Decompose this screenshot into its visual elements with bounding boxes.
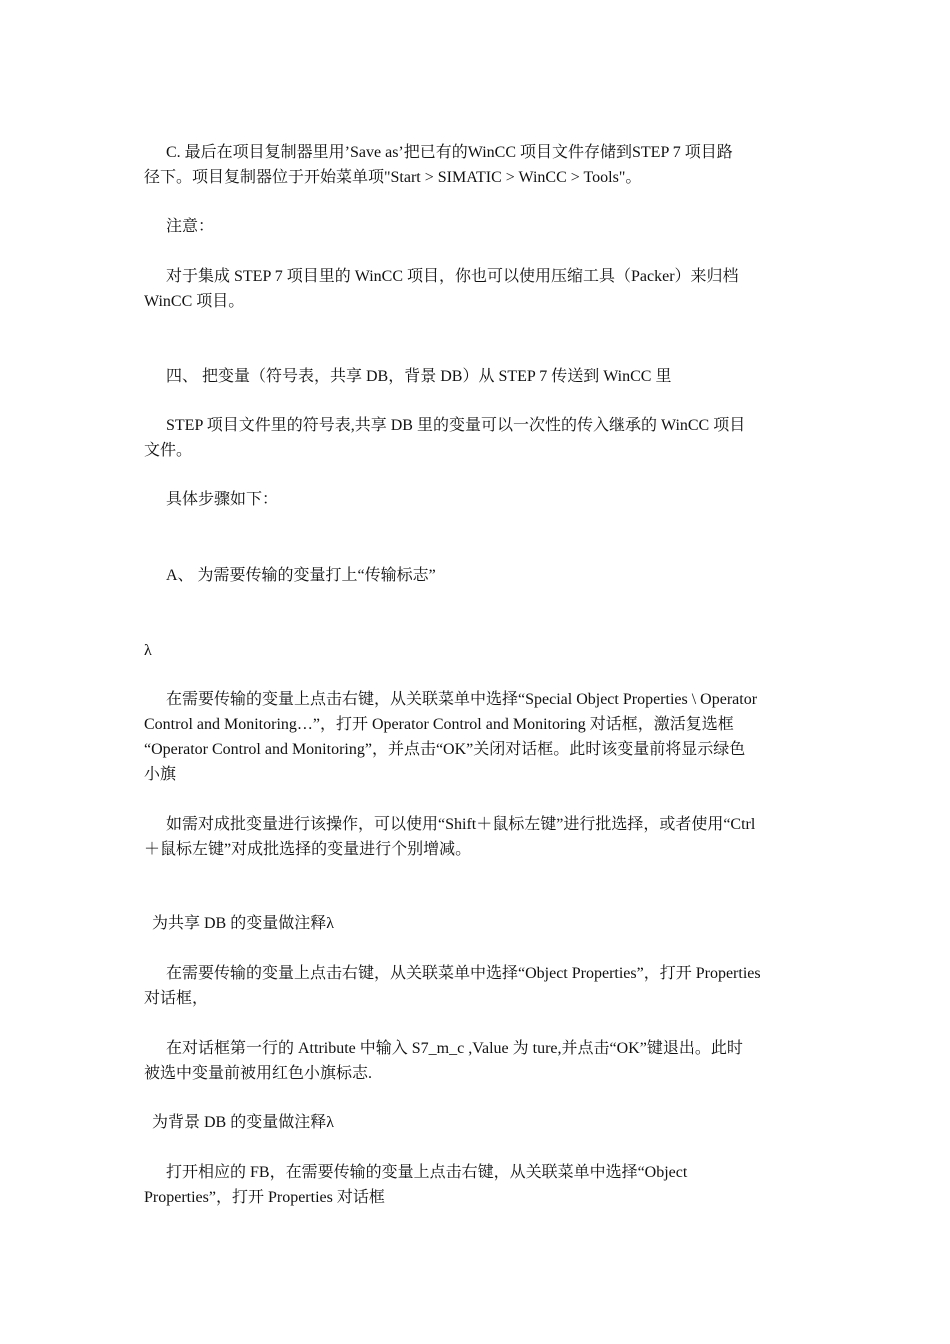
text-line: 在需要传输的变量上点击右键，从关联菜单中选择“Object Properties”，打开 Properties [166,965,761,982]
text-line: STEP 项目文件里的符号表,共享 DB 里的变量可以一次性的传入继承的 WinCC 项目 [166,417,746,434]
section-heading-four: 四、 把变量（符号表，共享 DB，背景 DB）从 STEP 7 传送到 WinCC 里 [166,368,672,385]
text-line: 小旗 [144,766,177,783]
text-line: 对话框， [144,990,209,1007]
text-line: “Operator Control and Monitoring”，并点击“OK”关闭对话框。此时该变量前将显示绿色 [144,741,746,758]
text-line: 对于集成 STEP 7 项目里的 WinCC 项目，你也可以使用压缩工具（Packer）来归档 [166,268,739,285]
paragraph-packer-note [144,264,806,314]
text-line: 如需对成批变量进行该操作，可以使用“Shift＋鼠标左键”进行批选择，或者使用“Ctrl [166,816,756,833]
text-line: 打开相应的 FB，在需要传输的变量上点击右键，从关联菜单中选择“Object [166,1164,688,1181]
paragraph-symbol-table [144,413,806,463]
text-line: 在对话框第一行的 Attribute 中输入 S7_m_c ,Value 为 ture,并点击“OK”键退出。此时 [166,1040,743,1057]
text-line: Properties”，打开 Properties 对话框 [144,1189,385,1206]
text-line: 被选中变量前被用红色小旗标志. [144,1065,373,1082]
paragraph-batch-selection [144,812,806,862]
step-a-heading: A、 为需要传输的变量打上“传输标志” [166,567,436,584]
lambda-bullet: λ [144,642,152,659]
note-heading: 注意： [166,218,215,235]
paragraph-operator-control [144,687,806,787]
paragraph-object-properties [144,961,806,1011]
paragraph-attribute [144,1036,806,1086]
instance-db-heading: 为背景 DB 的变量做注释λ [152,1114,334,1131]
text-line: ＋鼠标左键”对成批选择的变量进行个别增减。 [144,841,472,858]
text-line: 文件。 [144,442,193,459]
text-line: C. 最后在项目复制器里用’Save as’把已有的WinCC 项目文件存储到STEP 7 项目路 [166,144,733,161]
text-line: 径下。项目复制器位于开始菜单项"Start > SIMATIC > WinCC > Tools"。 [144,169,642,186]
paragraph-project-duplicator [144,140,806,190]
text-line: 在需要传输的变量上点击右键，从关联菜单中选择“Special Object Properties \ Operator [166,691,758,708]
text-line: Control and Monitoring…”，打开 Operator Control and Monitoring 对话框，激活复选框 [144,716,734,733]
text-line: WinCC 项目。 [144,293,245,310]
shared-db-heading: 为共享 DB 的变量做注释λ [152,915,334,932]
steps-intro: 具体步骤如下： [166,491,279,508]
paragraph-open-fb [144,1160,806,1210]
